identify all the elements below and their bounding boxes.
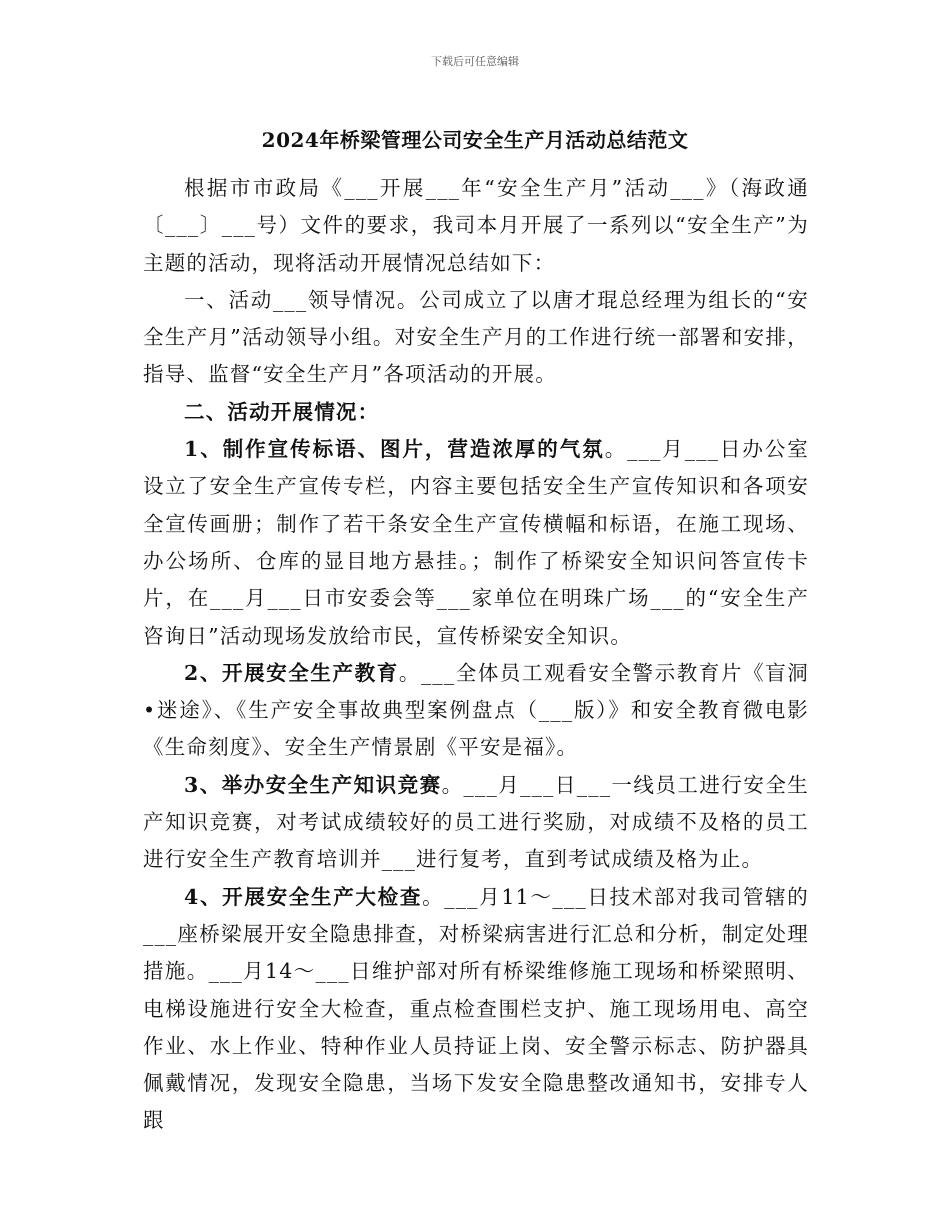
- item3-text: 。___月___日___一线员工进行安全生产知识竞赛，对考试成绩较好的员工进行奖励，对成绩不及格的员工进行安全生产教育培训并___进行复考，直到考试成绩及格为止。: [143, 772, 809, 872]
- item4-paragraph: [143, 879, 809, 1140]
- item4-heading: 4、开展安全生产大检查: [184, 884, 423, 909]
- item3-heading: 3、举办安全生产知识竞赛: [184, 772, 442, 797]
- document-title: 2024年桥梁管理公司安全生产月活动总结范文: [261, 128, 689, 152]
- item3-paragraph: [143, 767, 809, 879]
- item2-paragraph: [143, 655, 809, 767]
- item4-text: 。___月11～___日技术部对我司管辖的___座桥梁展开安全隐患排查，对桥梁病害进行汇总和分析，制定处理措施。___月14～___日维护部对所有桥梁维修施工现场和桥梁照明、电梯设施进行安全大检查，重点检查围栏支护、施工现场用电、高空作业、水上作业、特种作业人员持证上岗、安全警示标志、防护器具佩戴情况，发现安全隐患，当场下发安全隐患整改通知书，安排专人跟: [143, 884, 809, 1133]
- item2-text: 。___全体员工观看安全警示教育片《盲洞•迷途》、《生产安全事故典型案例盘点（___版）》和安全教育微电影《生命刻度》、安全生产情景剧《平安是福》。: [143, 660, 810, 760]
- item1-text: 。___月___日办公室设立了安全生产宣传专栏，内容主要包括安全生产宣传知识和各项安全宣传画册；制作了若干条安全生产宣传横幅和标语，在施工现场、办公场所、仓库的显目地方悬挂。；制作了桥梁安全知识问答宣传卡片，在___月___日市安委会等___家单位在明珠广场___的“安全生产咨询日”活动现场发放给市民，宣传桥梁安全知识。: [143, 437, 809, 648]
- section2-heading: 二、活动开展情况：: [184, 399, 380, 424]
- header-note: 下载后可任意编辑: [431, 55, 519, 68]
- section1-paragraph: 一、活动___领导情况。公司成立了以唐才琨总经理为组长的“安全生产月”活动领导小组。对安全生产月的工作进行统一部署和安排，指导、监督“安全生产月”各项活动的开展。: [143, 287, 809, 387]
- intro-paragraph: 根据市市政局《___开展___年“安全生产月”活动___》（海政通〔___〕___号）文件的要求，我司本月开展了一系列以“安全生产”为主题的活动，现将活动开展情况总结如下：: [143, 176, 809, 275]
- item1-heading: 1、制作宣传标语、图片，营造浓厚的气氛: [184, 437, 605, 462]
- item1-paragraph: [143, 431, 809, 655]
- item2-heading: 2、开展安全生产教育: [184, 660, 399, 685]
- document-body: [143, 170, 809, 1140]
